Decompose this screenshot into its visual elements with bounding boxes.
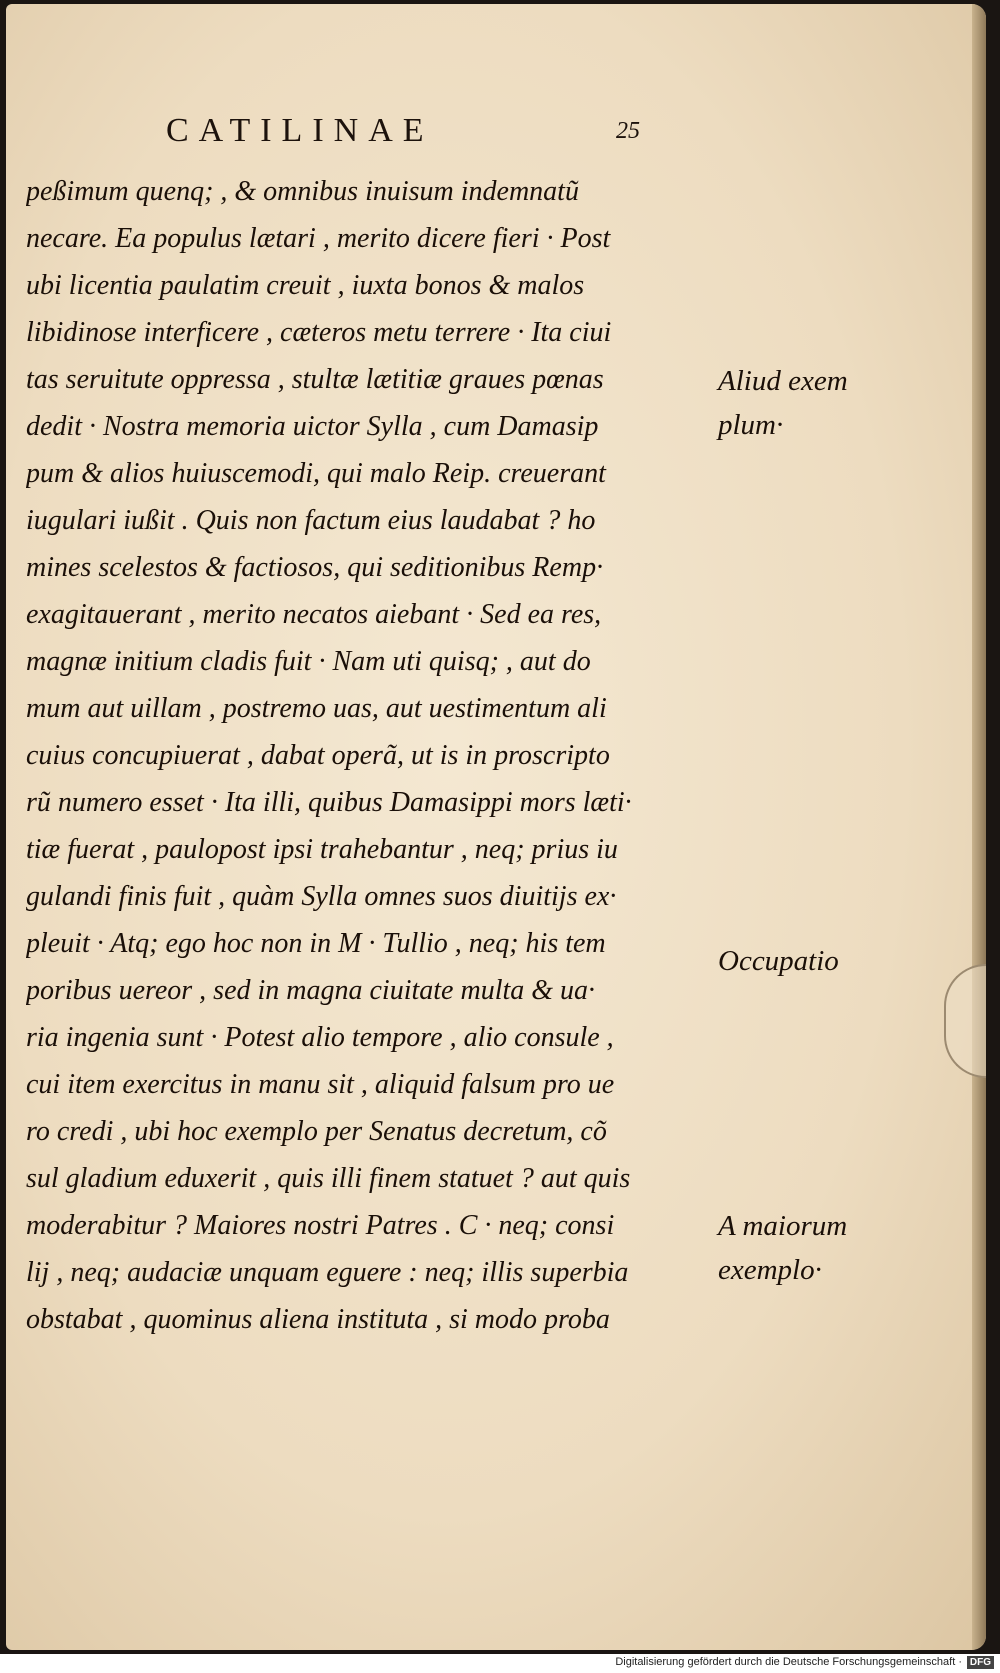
book-clasp: [944, 964, 986, 1078]
text-line: cuius concupiuerat , dabat operã, ut is in proscripto: [26, 740, 610, 771]
text-line: ro credi , ubi hoc exemplo per Senatus decretum, cõ: [26, 1116, 607, 1147]
body-text: [26, 168, 706, 1343]
text-line: gulandi finis fuit , quàm Sylla omnes suos diuitijs ex·: [26, 881, 617, 912]
text-line: ubi licentia paulatim creuit , iuxta bonos & malos: [26, 270, 585, 301]
digitization-footer: [0, 1654, 1000, 1673]
text-line: mum aut uillam , postremo uas, aut uestimentum ali: [26, 693, 607, 724]
running-head: CATILINAE: [166, 112, 434, 149]
text-line: tiæ fuerat , paulopost ipsi trahebantur , neq; prius iu: [26, 834, 618, 865]
text-line: necare. Ea populus lætari , merito dicere fieri · Post: [26, 223, 611, 254]
page-edge: [972, 4, 986, 1650]
margin-note-line: exemplo·: [718, 1254, 822, 1286]
margin-note-line: Occupatio: [718, 945, 839, 977]
page-header: [166, 112, 686, 152]
text-line: dedit · Nostra memoria uictor Sylla , cum Damasip: [26, 411, 599, 442]
text-line: libidinose interficere , cæteros metu terrere · Ita ciui: [26, 317, 612, 348]
text-line: obstabat , quominus aliena instituta , si modo proba: [26, 1304, 610, 1335]
footer-credit: Digitalisierung gefördert durch die Deutsche Forschungsgemeinschaft ·: [615, 1656, 962, 1668]
text-line: peßimum quenq; , & omnibus inuisum indemnatũ: [26, 176, 579, 207]
text-line: magnæ initium cladis fuit · Nam uti quisq; , aut do: [26, 646, 591, 677]
text-line: exagitauerant , merito necatos aiebant · Sed ea res,: [26, 599, 602, 630]
margin-note-a-maiorum-exemplo: [718, 1204, 847, 1292]
text-line: pleuit · Atq; ego hoc non in M · Tullio , neq; his tem: [26, 928, 606, 959]
book-page: [6, 4, 986, 1650]
text-line: rũ numero esset · Ita illi, quibus Damasippi mors læti·: [26, 787, 632, 818]
page-number: 25: [616, 118, 640, 144]
margin-note-occupatio: [718, 939, 839, 983]
dfg-logo: DFG: [967, 1656, 994, 1669]
text-line: cui item exercitus in manu sit , aliquid falsum pro ue: [26, 1069, 615, 1100]
margin-note-line: plum·: [718, 409, 784, 441]
text-line: ria ingenia sunt · Potest alio tempore , alio consule ,: [26, 1022, 614, 1053]
text-line: lij , neq; audaciæ unquam eguere : neq; illis superbia: [26, 1257, 629, 1288]
margin-note-line: A maiorum: [718, 1210, 848, 1242]
text-line: pum & alios huiuscemodi, qui malo Reip. creuerant: [26, 458, 606, 489]
margin-note-aliud-exemplum: [718, 359, 848, 447]
margin-note-line: Aliud exem: [718, 365, 848, 397]
text-line: moderabitur ? Maiores nostri Patres . C · neq; consi: [26, 1210, 615, 1241]
text-line: sul gladium eduxerit , quis illi finem statuet ? aut quis: [26, 1163, 631, 1194]
text-line: mines scelestos & factiosos, qui seditionibus Remp·: [26, 552, 604, 583]
text-line: poribus uereor , sed in magna ciuitate multa & ua·: [26, 975, 596, 1006]
text-line: iugulari iußit . Quis non factum eius laudabat ? ho: [26, 505, 596, 536]
text-line: tas seruitute oppressa , stultæ lætitiæ graues pœnas: [26, 364, 604, 395]
